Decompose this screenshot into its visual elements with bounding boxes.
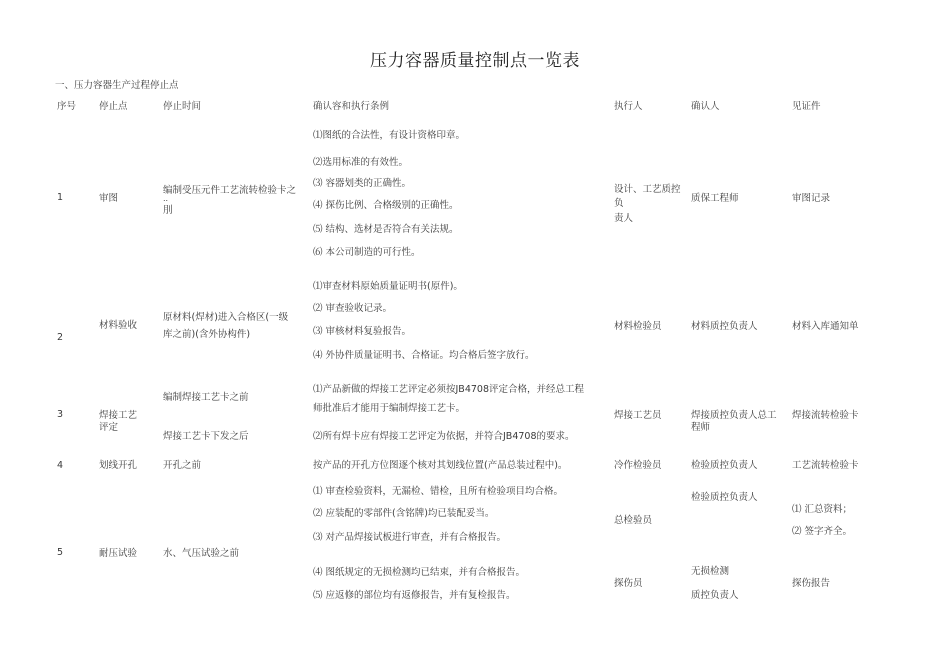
- content-item: ⑷ 探伤比例、合格级别的正确性。: [313, 200, 459, 211]
- witness: 探伤报告: [792, 578, 831, 589]
- stop-time: 原材料(焊材)进入合格区(一级: [163, 312, 289, 323]
- row-number: 1: [57, 192, 64, 203]
- confirmer: 质保工程师: [691, 193, 739, 204]
- content-item: ⑴审查材料原始质量证明书(原件)。: [313, 281, 463, 292]
- executor: 冷作检验员: [614, 460, 662, 471]
- witness: ⑴ 汇总资料；: [792, 504, 853, 515]
- content-item: ⑸ 结构、选材是否符合有关法规。: [313, 224, 459, 235]
- content-item: 师批准后才能用于编制焊接工艺卡。: [313, 403, 466, 414]
- confirmer: 程师: [691, 422, 711, 433]
- stop-point: 划线开孔: [99, 460, 138, 471]
- content-item: ⑵ 应装配的零部件(含铭牌)均已装配妥当。: [313, 508, 495, 519]
- witness: ⑵ 签字齐全。: [792, 526, 853, 537]
- content-item: ⑶ 容器划类的正确性。: [313, 178, 412, 189]
- stop-point: 焊接工艺: [99, 410, 138, 421]
- content-item: ⑶ 审核材料复验报告。: [313, 326, 412, 337]
- content-item: ⑵所有焊卡应有焊接工艺评定为依据，并符合JB4708的要求。: [313, 431, 575, 442]
- stop-point: 耐压试验: [99, 548, 138, 559]
- col-header-no: 序号: [57, 101, 77, 112]
- row-number: 3: [57, 409, 64, 420]
- col-header-stop-time: 停止时间: [163, 101, 202, 112]
- row-number: 5: [57, 547, 64, 558]
- executor: 总检验员: [614, 515, 653, 526]
- row-number: 4: [57, 460, 64, 471]
- content-item: ⑶ 对产品焊接试板进行审查，并有合格报告。: [313, 532, 507, 543]
- stop-time: 焊接工艺卡下发之后: [163, 431, 249, 442]
- confirmer: 检验质控负责人: [691, 460, 758, 471]
- witness: 焊接流转检验卡: [792, 410, 859, 421]
- executor: 材料检验员: [614, 321, 662, 332]
- stop-time: 库之前)(含外协构件): [163, 329, 251, 340]
- stop-point: 审图: [99, 193, 119, 204]
- executor: 设计、工艺质控: [614, 184, 681, 195]
- content-item: ⑷ 外协件质量证明书、合格证。均合格后签字放行。: [313, 350, 535, 361]
- page-title: 压力容器质量控制点一览表: [370, 51, 580, 71]
- content-item: 按产品的开孔方位图逐个核对其划线位置(产品总装过程中)。: [313, 460, 568, 471]
- col-header-executor: 执行人: [614, 101, 643, 112]
- witness: 材料入库通知单: [792, 321, 859, 332]
- confirmer: 焊接质控负责人总工: [691, 410, 777, 421]
- executor: 探伤员: [614, 578, 643, 589]
- content-item: ⑵ 审查验收记录。: [313, 303, 393, 314]
- stop-time: 刖: [163, 205, 173, 216]
- col-header-content: 确认容和执行条例: [313, 101, 390, 112]
- col-header-stop-point: 停止点: [99, 101, 128, 112]
- content-item: ⑸ 应返修的部位均有返修报告，并有复检报告。: [313, 590, 516, 601]
- row-number: 2: [57, 332, 64, 343]
- content-item: ⑵选用标准的有效性。: [313, 157, 409, 168]
- executor: 责人: [614, 213, 634, 224]
- stop-time: 编制焊接工艺卡之前: [163, 392, 249, 403]
- stop-time: 编制受压元件工艺流转检验卡之: [163, 185, 297, 196]
- stop-time-dots: ..: [163, 194, 169, 203]
- content-item: ⑹ 本公司制造的可行性。: [313, 247, 421, 258]
- col-header-witness: 见证件: [792, 101, 821, 112]
- section-heading: 一、压力容器生产过程停止点: [55, 80, 179, 91]
- stop-time: 开孔之前: [163, 460, 202, 471]
- content-item: ⑴ 审查检验资料，无漏检、错检，且所有检验项目均合格。: [313, 486, 564, 497]
- confirmer: 材料质控负责人: [691, 321, 758, 332]
- content-item: ⑴图纸的合法性，有设计资格印章。: [313, 130, 466, 141]
- executor: 负: [614, 198, 624, 209]
- col-header-confirmer: 确认人: [691, 101, 720, 112]
- confirmer: 无损检测: [691, 566, 730, 577]
- witness: 审图记录: [792, 193, 831, 204]
- stop-point: 评定: [99, 422, 119, 433]
- stop-time: 水、气压试验之前: [163, 548, 240, 559]
- witness: 工艺流转检验卡: [792, 460, 859, 471]
- content-item: ⑴产品新做的焊接工艺评定必须按JB4708评定合格，并经总工程: [313, 384, 584, 395]
- content-item: ⑷ 图纸规定的无损检测均已结束，并有合格报告。: [313, 567, 526, 578]
- executor: 焊接工艺员: [614, 410, 662, 421]
- stop-point: 材料验收: [99, 320, 138, 331]
- confirmer: 质控负责人: [691, 590, 739, 601]
- confirmer: 检验质控负责人: [691, 492, 758, 503]
